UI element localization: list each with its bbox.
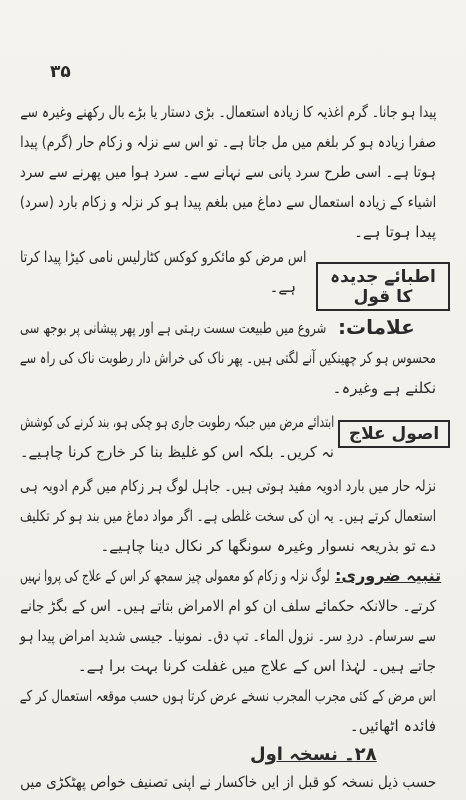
text-line: ابتدائے مرض میں جبکہ رطوبت جاری ہو چکی ہو، بند کرنے کی کوشش xyxy=(20,413,334,431)
text-line: ہے۔ xyxy=(269,278,296,296)
text-line: شروع میں طبیعت سست رہتی ہے اور پھر پیشانی پر بوجھ سی xyxy=(19,319,326,337)
text-line: دے تو بذریعہ نسوار وغیرہ سونگھا کر نکال دینا چاہیے۔ xyxy=(100,537,436,555)
text-line: نزلہ حار میں بارد ادویہ مفید ہوتی ہیں۔ جاہل لوگ ہر زکام میں گرم ادویہ ہی xyxy=(20,477,436,495)
text-line: استعمال کرتے ہیں۔ یہ ان کی سخت غلطی ہے۔ اگر مواد دماغ میں بند ہو کر تکلیف xyxy=(19,507,436,525)
text-line: حسب ذیل نسخہ کو قبل از ایں خاکسار نے اپنی تصنیف خواص پھٹکڑی میں xyxy=(19,773,436,791)
text-line: اس مرض کو مائکرو کوکس کٹارلیس نامی کیڑا پیدا کرتا xyxy=(19,248,306,266)
atibba-quote-heading: اطبائے جدیدہ کا قول xyxy=(316,262,450,311)
text-line: اس مرض کے کئی مجرب المجرب نسخے عرض کرتا ہوں حسب موقعہ استعمال کر کے xyxy=(19,687,436,705)
text-line: جاتے ہیں۔ لہٰذا اس کے علاج میں غفلت کرنا بہت برا ہے۔ xyxy=(77,657,436,675)
text-line: نکلنے ہے وغیرہ۔ xyxy=(332,379,436,397)
symptoms-heading: علامات: xyxy=(338,315,415,339)
text-line: پیدا ہوتا ہے۔ xyxy=(354,223,436,241)
text-line: اشیاء کے زیادہ استعمال سے دماغ میں بلغم پیدا ہو کر نزلہ و زکام بارد (سرد) xyxy=(19,193,436,211)
text-line: فائدہ اٹھائیں۔ xyxy=(349,717,436,735)
page-number: ۳۵ xyxy=(50,62,71,82)
text-line: لوگ نزلہ و زکام کو معمولی چیز سمجھ کر اس کے علاج کی پروا نہیں xyxy=(20,567,330,585)
first-recipe-heading: ۲۸۔ نسخہ اول xyxy=(250,744,377,765)
treatment-principle-heading: اصول علاج xyxy=(338,420,450,448)
text-line: نہ کریں۔ بلکہ اس کو غلیظ بنا کر خارج کرنا چاہیے۔ xyxy=(20,443,334,461)
warning-heading: تنبیہ ضروری: xyxy=(335,566,442,585)
text-line: سے سرسام۔ دردِ سر۔ نزول الماء۔ تپ دق۔ نمونیا۔ جیسی شدید امراض پیدا ہو xyxy=(19,627,436,645)
text-line: پیدا ہو جانا۔ گرم اغذیہ کا زیادہ استعمال۔ بڑی دستار یا بڑے بال رکھنے وغیرہ سے xyxy=(19,103,436,121)
text-line: ہوتا ہے۔ اسی طرح سرد پانی سے نہانے سے۔ سرد ہوا میں پھرنے سے سرد xyxy=(19,163,436,181)
text-line: صفرا زیادہ ہو کر بلغم میں مل جاتا ہے۔ تو اس سے نزلہ و زکام حار (گرم) پیدا xyxy=(19,133,436,151)
text-line: محسوس ہو کر چھینکیں آنے لگتی ہیں۔ پھر ناک کی خراش دار رطوبت ناک کی راہ سے xyxy=(19,349,436,367)
text-line: کرتے۔ حالانکہ حکمائے سلف ان کو ام الامراض بتاتے ہیں۔ اس کے بگڑ جانے xyxy=(19,597,436,615)
